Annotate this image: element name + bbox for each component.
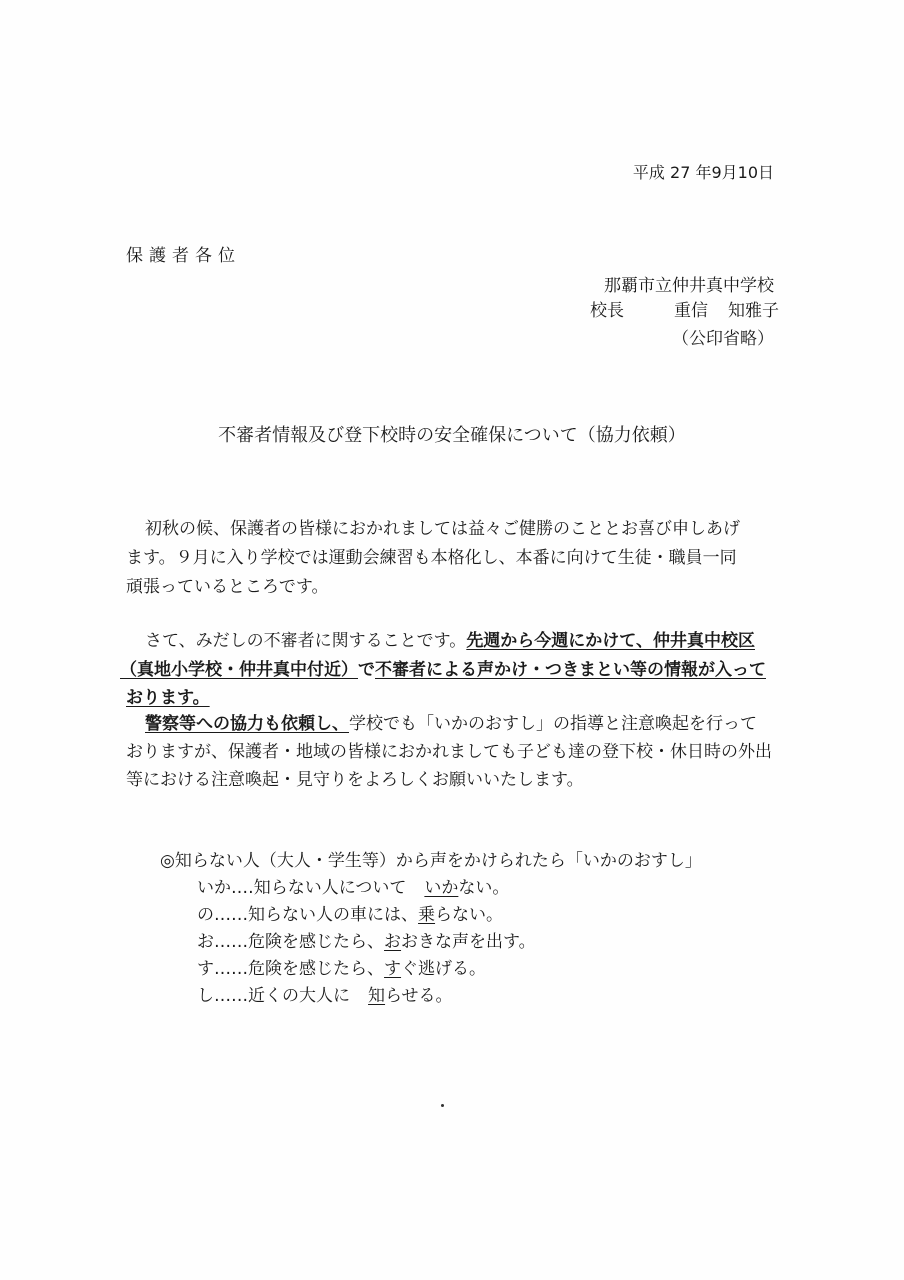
sender-school: 那覇市立仲井真中学校 xyxy=(604,276,774,296)
ikanoosushi-item-ika xyxy=(197,877,509,899)
ikanoosushi-dots: ‥‥‥ xyxy=(214,986,249,1006)
ikanoosushi-key: お xyxy=(197,932,214,952)
paragraph1-line2: ます。９月に入り学校では運動会練習も本格化し、本番に向けて生徒・職員一同 xyxy=(126,548,737,568)
ikanoosushi-dots: ‥‥‥ xyxy=(214,905,249,925)
paragraph3-line1 xyxy=(145,713,757,735)
ikanoosushi-emphasis: お xyxy=(384,932,402,952)
sender-name-family: 重信 xyxy=(674,301,708,321)
ikanoosushi-dots: ‥‥ xyxy=(231,878,254,898)
ikanoosushi-text-end: らせる。 xyxy=(385,986,453,1006)
ikanoosushi-key: し xyxy=(197,986,214,1006)
ikanoosushi-dots: ‥‥‥ xyxy=(214,959,249,979)
ikanoosushi-item-su xyxy=(197,958,486,980)
ikanoosushi-item-o xyxy=(197,931,536,953)
ikanoosushi-header: ◎知らない人（大人・学生等）から声をかけられたら「いかのおすし」 xyxy=(160,851,702,871)
ikanoosushi-emphasis: 知 xyxy=(368,986,386,1006)
paragraph3-line1-plain: 学校でも「いかのおすし」の指導と注意喚起を行って xyxy=(349,714,757,734)
ikanoosushi-emphasis: いか xyxy=(424,878,459,898)
ikanoosushi-item-shi xyxy=(197,985,453,1007)
ikanoosushi-key: す xyxy=(197,959,214,979)
ikanoosushi-text: 知らない人について xyxy=(253,878,407,898)
addressee: 保護者各位 xyxy=(126,246,241,266)
paragraph2-line1 xyxy=(145,630,755,652)
ikanoosushi-text: 近くの大人に xyxy=(248,986,351,1006)
paragraph3-line3: 等における注意喚起・見守りをよろしくお願いいたします。 xyxy=(126,770,584,790)
scan-speck xyxy=(441,1104,444,1107)
paragraph1-line1: 初秋の候、保護者の皆様におかれましては益々ご健勝のこととお喜び申しあげ xyxy=(145,519,740,539)
paragraph3-line2: おりますが、保護者・地域の皆様におかれましても子ども達の登下校・休日時の外出 xyxy=(126,742,772,762)
paragraph2-line2-emphasis-b: 不審者による声かけ・つきまとい等の情報が入って xyxy=(375,660,766,680)
ikanoosushi-emphasis: す xyxy=(384,959,402,979)
document-date: 平成 27 年9月10日 xyxy=(632,163,774,182)
paragraph2-line1-emphasis: 先週から今週にかけて、仲井真中校区 xyxy=(466,631,755,651)
sender-principal xyxy=(590,300,779,322)
seal-note: （公印省略） xyxy=(672,329,774,349)
ikanoosushi-emphasis: 乗 xyxy=(418,905,436,925)
ikanoosushi-text-end: らない。 xyxy=(435,905,504,925)
ikanoosushi-text: 危険を感じたら、 xyxy=(248,932,385,952)
ikanoosushi-text-end: おきな声を出す。 xyxy=(401,932,536,952)
ikanoosushi-text: 知らない人の車には、 xyxy=(248,905,419,925)
sender-title: 校長 xyxy=(590,301,624,321)
ikanoosushi-key: いか xyxy=(197,878,231,898)
paragraph2-line2-plain: で xyxy=(358,660,375,680)
paragraph2-line1-plain: さて、みだしの不審者に関することです。 xyxy=(145,631,467,651)
ikanoosushi-text-end: ない。 xyxy=(458,878,510,898)
paragraph3-line1-emphasis: 警察等への協力も依頼し、 xyxy=(145,714,349,734)
paragraph2-line2-emphasis-a: （真地小学校・仲井真中付近） xyxy=(120,660,358,680)
paragraph2-line2 xyxy=(120,659,766,681)
sender-name-given: 知雅子 xyxy=(728,301,779,321)
ikanoosushi-dots: ‥‥‥ xyxy=(214,932,249,952)
ikanoosushi-key: の xyxy=(197,905,214,925)
paragraph2-line3 xyxy=(126,687,210,709)
ikanoosushi-text: 危険を感じたら、 xyxy=(248,959,385,979)
ikanoosushi-item-no xyxy=(197,904,503,926)
paragraph1-line3: 頑張っているところです。 xyxy=(126,577,329,597)
document-title: 不審者情報及び登下校時の安全確保について（協力依頼） xyxy=(218,425,686,446)
paragraph2-line3-emphasis: おります。 xyxy=(126,688,210,708)
ikanoosushi-text-end: ぐ逃げる。 xyxy=(401,959,487,979)
